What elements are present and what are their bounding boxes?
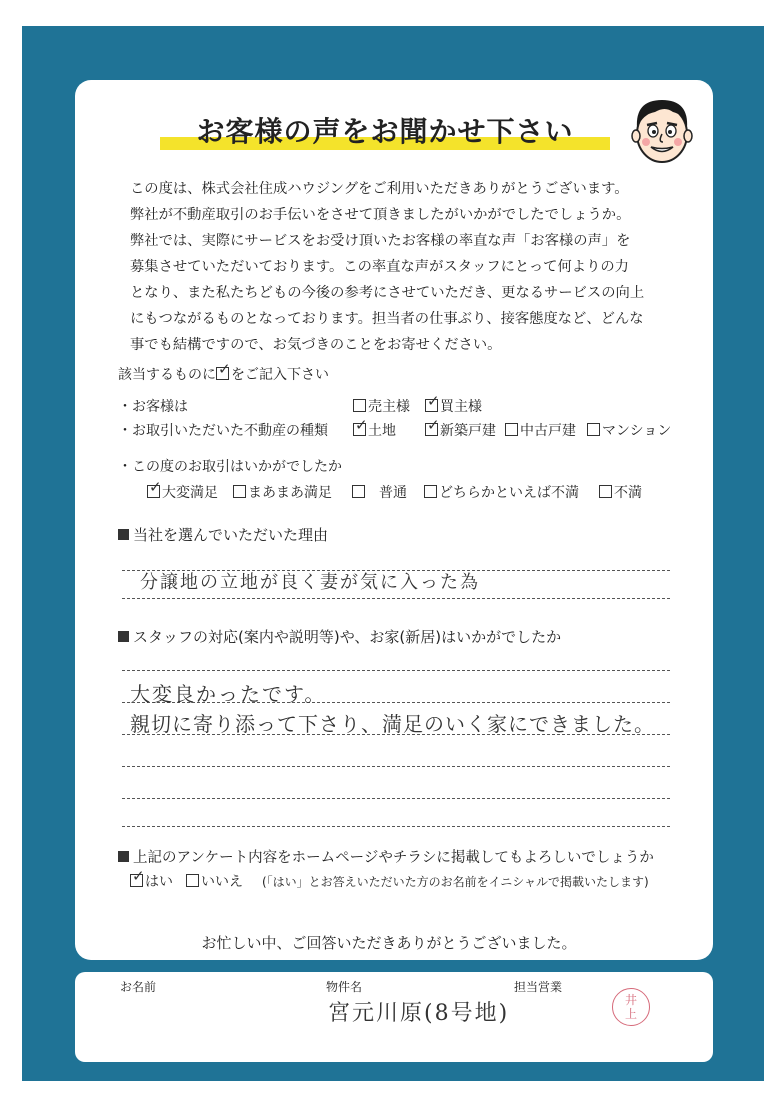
option-seller[interactable]: [353, 396, 410, 416]
option-somewhat-satisfied[interactable]: [233, 482, 332, 502]
intro-line: にもつながるものとなっております。担当者の仕事ぶり、接客態度など、どんな: [130, 311, 644, 327]
option-label: はい: [145, 874, 173, 890]
checkbox[interactable]: [233, 485, 246, 498]
page-title: お客様の声をお聞かせ下さい: [196, 115, 574, 148]
option-new-house[interactable]: [425, 416, 496, 440]
property-name-label: 物件名: [326, 980, 363, 994]
option-label: どちらかといえば不満: [439, 485, 579, 501]
checkbox[interactable]: [599, 485, 612, 498]
staff-label: 担当営業: [514, 980, 563, 994]
option-land[interactable]: [353, 416, 396, 440]
option-buyer[interactable]: [425, 392, 482, 416]
checkbox[interactable]: [425, 392, 440, 412]
intro-line: この度は、株式会社住成ハウジングをご利用いただきありがとうございます。: [130, 181, 629, 197]
intro-line: 弊社では、実際にサービスをお受け頂いたお客様の率直な声「お客様の声」を: [130, 233, 631, 249]
question-staff: [118, 626, 561, 647]
question-title: 当社を選んでいただいた理由: [133, 526, 329, 544]
option-normal[interactable]: [352, 482, 407, 502]
option-unsatisfied[interactable]: [599, 482, 642, 502]
satisfaction-label: ・この度のお取引はいかがでしたか: [118, 459, 342, 475]
intro-line: 募集させていただいております。この率直な声がスタッフにとって何よりの力: [130, 259, 629, 275]
option-no[interactable]: [186, 871, 243, 891]
instruction: [118, 360, 329, 384]
checkbox[interactable]: [147, 478, 162, 498]
question-title: スタッフの対応(案内や説明等)や、お家(新居)はいかがでしたか: [133, 628, 562, 646]
instruction-pre: 該当するものに: [118, 367, 216, 383]
option-label: 中古戸建: [520, 423, 576, 439]
option-very-satisfied[interactable]: [147, 478, 218, 502]
publish-note: (「はい」とお答えいただいた方のお名前をイニシャルで掲載いたします): [262, 875, 649, 889]
option-label: いいえ: [201, 874, 243, 890]
answer-line: [122, 798, 670, 799]
intro-line: 事でも結構ですので、お気づきのことをお寄せください。: [130, 337, 502, 353]
option-label: 買主様: [440, 399, 482, 415]
customer-label: ・お客様は: [118, 399, 188, 415]
question-publish: [118, 846, 654, 867]
square-bullet-icon: [118, 529, 129, 540]
property-name-value: 宮元川原(8号地): [328, 1001, 510, 1026]
checkbox[interactable]: [425, 416, 440, 436]
option-label: 新築戸建: [440, 423, 496, 439]
option-somewhat-unsatisfied[interactable]: [424, 482, 579, 502]
option-label: 土地: [368, 423, 396, 439]
checkbox[interactable]: [130, 867, 145, 887]
thank-you-text: お忙しい中、ご回答いただきありがとうございました。: [201, 934, 577, 952]
checkbox[interactable]: [352, 485, 365, 498]
question-title: 上記のアンケート内容をホームページやチラシに掲載してもよろしいでしょうか: [133, 850, 654, 866]
answer-line: [122, 598, 670, 599]
option-yes[interactable]: [130, 867, 173, 891]
checkbox[interactable]: [505, 423, 518, 436]
check-mark-icon: ✓: [427, 392, 440, 410]
option-label: 売主様: [368, 399, 410, 415]
intro-text: [130, 176, 690, 358]
staff-face-icon: [625, 92, 699, 166]
checkbox[interactable]: [587, 423, 600, 436]
check-mark-icon: ✓: [427, 416, 440, 434]
option-label: マンション: [602, 423, 672, 439]
option-used-house[interactable]: [505, 420, 576, 440]
instruction-post: をご記入下さい: [231, 367, 329, 383]
option-label: 普通: [379, 485, 407, 501]
check-mark-icon: ✓: [355, 416, 368, 434]
checkbox[interactable]: [186, 874, 199, 887]
check-mark-icon: ✓: [149, 478, 162, 496]
intro-line: 弊社が不動産取引のお手伝いをさせて頂きましたがいかがでしたでしょうか。: [130, 207, 631, 223]
checkbox[interactable]: [353, 416, 368, 436]
staff-answer-line: 親切に寄り添って下さり、満足のいく家にできました。: [130, 712, 655, 736]
option-label: 不満: [614, 485, 642, 501]
square-bullet-icon: [118, 631, 129, 642]
check-mark-icon: ✓: [132, 867, 145, 885]
checkbox[interactable]: [353, 399, 366, 412]
reason-answer: 分譲地の立地が良く妻が気に入った為: [140, 572, 480, 593]
answer-line: [122, 766, 670, 767]
question-reason: [118, 524, 328, 545]
sample-checkbox: [216, 360, 231, 380]
option-label: 大変満足: [162, 485, 218, 501]
square-bullet-icon: [118, 851, 129, 862]
intro-line: となり、また私たちどもの今後の参考にさせていただき、更なるサービスの向上: [130, 285, 645, 301]
staff-seal-icon: 井 上: [612, 988, 650, 1026]
check-mark-icon: ✓: [218, 360, 231, 378]
option-mansion[interactable]: [587, 420, 671, 440]
option-label: まあまあ満足: [248, 485, 332, 501]
name-label: お名前: [120, 980, 157, 994]
checkbox[interactable]: [424, 485, 437, 498]
staff-answer-line: 大変良かったです。: [130, 682, 327, 706]
title-block: [160, 110, 615, 154]
property-label: ・お取引いただいた不動産の種類: [118, 423, 328, 439]
answer-line: [122, 826, 670, 827]
answer-line: [122, 670, 670, 671]
